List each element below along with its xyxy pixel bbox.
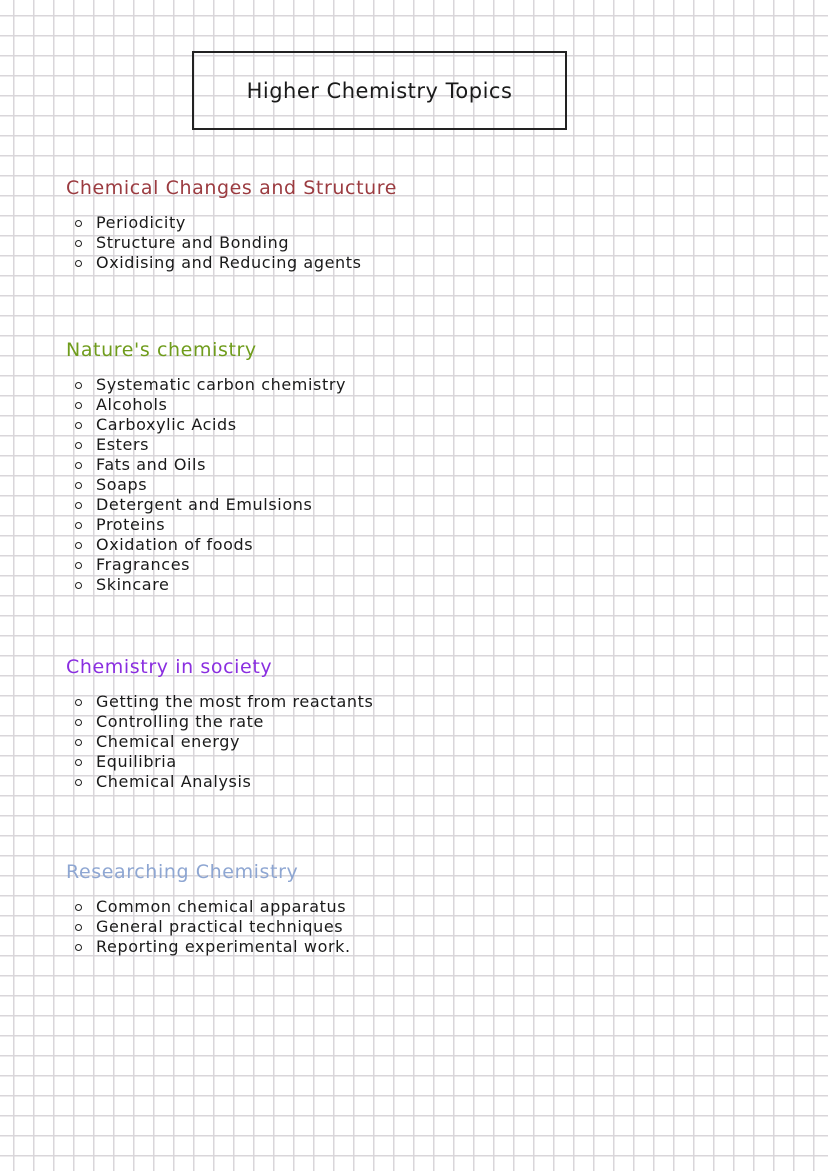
topic-label: Fragrances	[96, 555, 191, 574]
topic-label: General practical techniques	[96, 917, 344, 936]
topic-label: Esters	[96, 435, 150, 454]
list-item	[66, 772, 373, 792]
list-item	[66, 375, 346, 395]
list-item	[66, 233, 397, 253]
bullet-icon	[75, 944, 82, 951]
list-item	[66, 692, 373, 712]
list-item	[66, 495, 346, 515]
bullet-icon	[75, 739, 82, 746]
bullet-icon	[75, 422, 82, 429]
topic-label: Fats and Oils	[96, 455, 207, 474]
topic-label: Getting the most from reactants	[96, 692, 374, 711]
section-natures-chemistry	[66, 335, 346, 595]
list-item	[66, 732, 373, 752]
section-heading: Researching Chemistry	[66, 861, 299, 883]
topic-label: Periodicity	[96, 213, 186, 232]
section-chemical-changes	[66, 173, 397, 273]
topic-label: Equilibria	[96, 752, 177, 771]
list-item	[66, 535, 346, 555]
list-item	[66, 475, 346, 495]
topic-list	[66, 692, 373, 792]
topic-label: Structure and Bonding	[96, 233, 290, 252]
bullet-icon	[75, 402, 82, 409]
bullet-icon	[75, 699, 82, 706]
section-heading: Chemical Changes and Structure	[66, 177, 398, 199]
section-heading: Chemistry in society	[66, 656, 273, 678]
list-item	[66, 395, 346, 415]
topic-label: Chemical energy	[96, 732, 241, 751]
bullet-icon	[75, 220, 82, 227]
topic-list	[66, 897, 351, 957]
title-box	[192, 51, 567, 130]
topic-list	[66, 213, 397, 273]
list-item	[66, 435, 346, 455]
list-item	[66, 555, 346, 575]
bullet-icon	[75, 582, 82, 589]
topic-list	[66, 375, 346, 595]
topic-label: Reporting experimental work.	[96, 937, 351, 956]
bullet-icon	[75, 904, 82, 911]
topic-label: Detergent and Emulsions	[96, 495, 313, 514]
topic-label: Skincare	[96, 575, 170, 594]
bullet-icon	[75, 502, 82, 509]
section-researching-chemistry	[66, 857, 351, 957]
topic-label: Controlling the rate	[96, 712, 264, 731]
list-item	[66, 253, 397, 273]
bullet-icon	[75, 759, 82, 766]
bullet-icon	[75, 542, 82, 549]
topic-label: Alcohols	[96, 395, 168, 414]
bullet-icon	[75, 562, 82, 569]
topic-label: Proteins	[96, 515, 166, 534]
bullet-icon	[75, 462, 82, 469]
list-item	[66, 917, 351, 937]
list-item	[66, 213, 397, 233]
topic-label: Carboxylic Acids	[96, 415, 237, 434]
topic-label: Systematic carbon chemistry	[96, 375, 347, 394]
topic-label: Oxidation of foods	[96, 535, 254, 554]
list-item	[66, 455, 346, 475]
topic-label: Oxidising and Reducing agents	[96, 253, 362, 272]
bullet-icon	[75, 442, 82, 449]
list-item	[66, 415, 346, 435]
bullet-icon	[75, 260, 82, 267]
list-item	[66, 515, 346, 535]
section-chemistry-in-society	[66, 652, 373, 792]
topic-label: Soaps	[96, 475, 148, 494]
bullet-icon	[75, 924, 82, 931]
list-item	[66, 937, 351, 957]
list-item	[66, 752, 373, 772]
list-item	[66, 575, 346, 595]
list-item	[66, 897, 351, 917]
bullet-icon	[75, 719, 82, 726]
bullet-icon	[75, 382, 82, 389]
list-item	[66, 712, 373, 732]
section-heading: Nature's chemistry	[66, 339, 257, 361]
page-title: Higher Chemistry Topics	[246, 78, 513, 103]
topic-label: Common chemical apparatus	[96, 897, 347, 916]
bullet-icon	[75, 240, 82, 247]
topic-label: Chemical Analysis	[96, 772, 252, 791]
bullet-icon	[75, 779, 82, 786]
bullet-icon	[75, 482, 82, 489]
bullet-icon	[75, 522, 82, 529]
